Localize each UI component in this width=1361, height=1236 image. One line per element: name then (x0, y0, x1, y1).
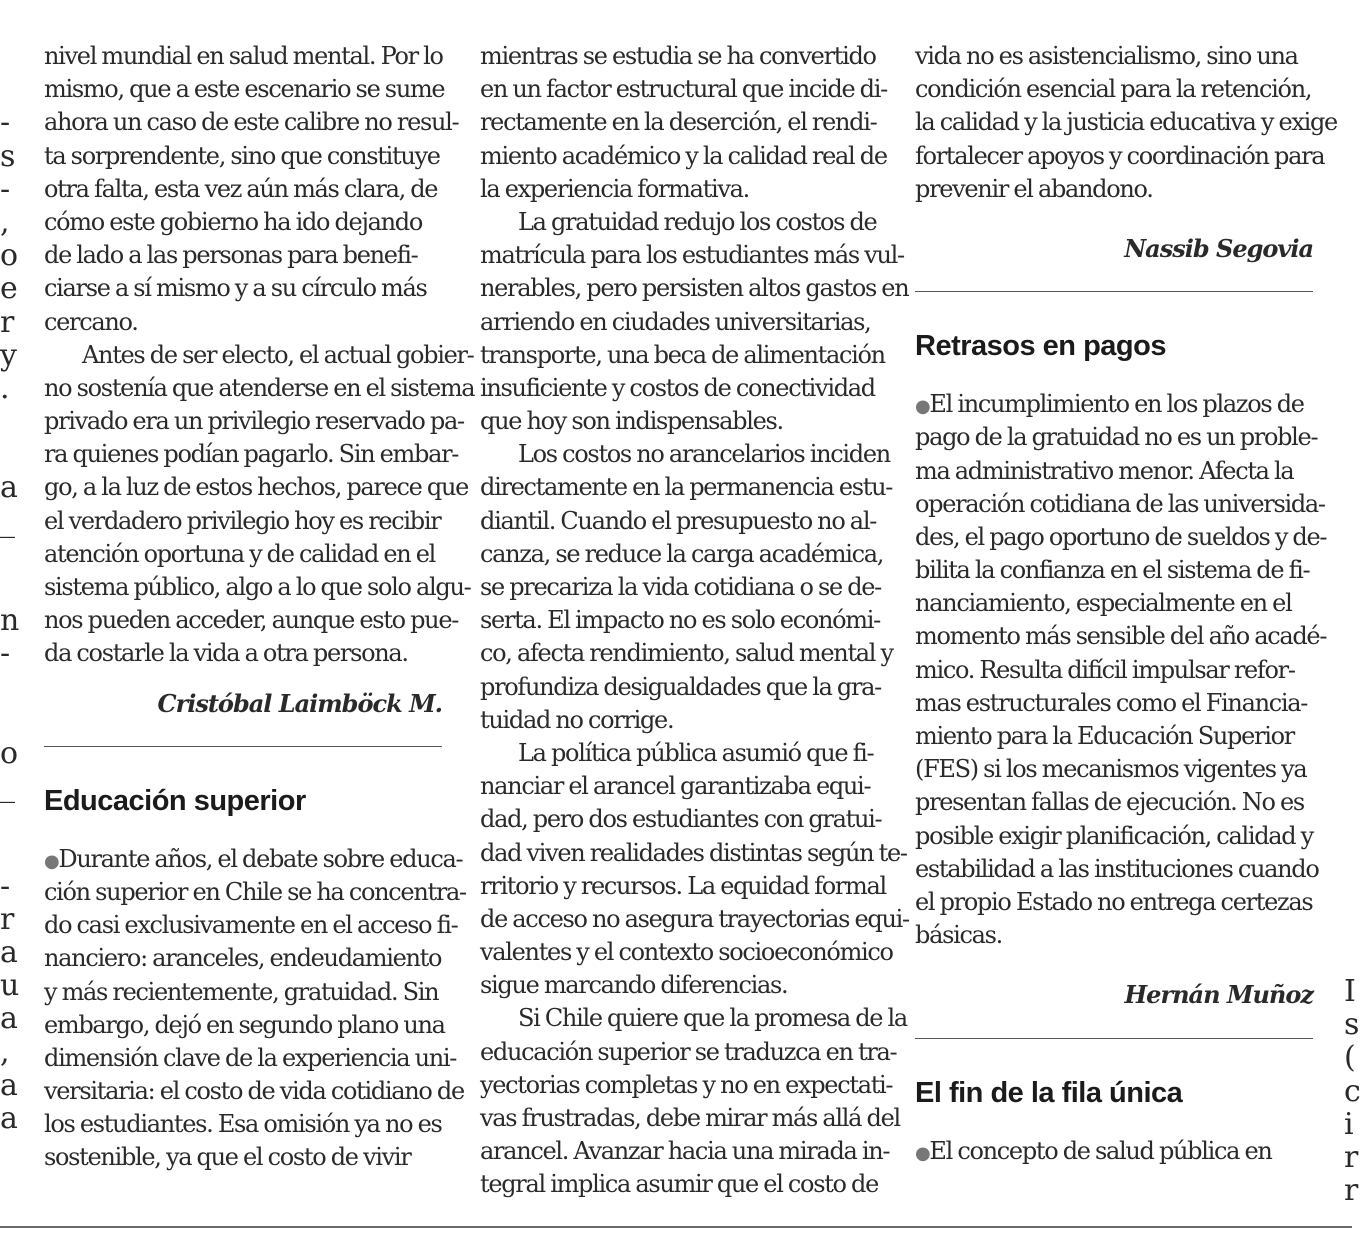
text-line: arancel. Avanzar hacia una mirada in- (480, 1137, 890, 1166)
text-line: condición esencial para la retención, (915, 75, 1312, 104)
text-line: sostenible, ya que el costo de vivir (44, 1143, 411, 1172)
letter-1-paragraph-2 (44, 339, 475, 671)
edge-fragment (0, 438, 14, 471)
headline-retrasos-en-pagos: Retrasos en pagos (915, 330, 1166, 363)
text-line: ra quienes podían pagarlo. Sin embar- (44, 440, 459, 469)
edge-fragment: y (0, 337, 17, 373)
text-line: embargo, dejó en segundo plano una (44, 1010, 445, 1039)
right-column-edge-fragments (1344, 974, 1361, 1209)
text-line: (FES) si los mecanismos vigentes ya (915, 755, 1307, 784)
edge-fragment (0, 405, 14, 438)
text-line: privado era un privilegio reservado pa- (44, 407, 464, 436)
text-line: nanciero: aranceles, endeudamiento (44, 944, 442, 973)
letter-2-paragraph-2 (480, 206, 909, 438)
edge-fragment: o (0, 238, 19, 274)
letter-4-paragraph-1 (915, 1135, 1313, 1168)
text-line: de lado a las personas para benefi- (44, 241, 418, 270)
edge-fragment: a (0, 1067, 18, 1103)
edge-fragment: u (0, 968, 20, 1004)
edge-fragment: c (1344, 1073, 1361, 1109)
text-line: ●El incumplimiento en los plazos de (915, 390, 1304, 419)
text-line: tegral implica asumir que el costo de (480, 1170, 878, 1199)
edge-fragment: a (0, 935, 18, 971)
edge-fragment: ( (1344, 1040, 1356, 1076)
text-line: se precariza la vida cotidiana o se de- (480, 573, 881, 601)
text-line: la calidad y la justicia educativa y exige (915, 108, 1337, 137)
text-line: mico. Resulta difícil impulsar refor- (915, 655, 1295, 684)
edge-fragment: o (0, 735, 19, 771)
text-line: diantil. Cuando el presupuesto no al- (480, 506, 876, 535)
left-column-edge-fragments (0, 40, 20, 1136)
text-line: miento académico y la calidad real de (480, 141, 887, 170)
text-line: la experiencia formativa. (480, 174, 749, 203)
text-line: dad viven realidades distintas según te- (480, 838, 907, 867)
text-line: co, afecta rendimiento, salud mental y (480, 639, 893, 668)
text-line: otra falta, esta vez aún más clara, de (44, 174, 438, 203)
text-line: y más recientemente, gratuidad. Sin (44, 977, 439, 1006)
edge-fragment: _ (0, 769, 15, 805)
text-line: canza, se reduce la carga académica, (480, 539, 884, 568)
edge-fragment: a (0, 470, 18, 506)
headline-educacion-superior: Educación superior (44, 784, 306, 817)
text-line: no sostenía que atenderse en el sistema (44, 373, 475, 402)
text-line: operación cotidiana de las universida- (915, 489, 1325, 518)
text-line: serta. El impacto no es solo económi- (480, 606, 880, 635)
text-line: Si Chile quiere que la promesa de la (518, 1004, 907, 1033)
bullet-icon: ● (915, 1142, 930, 1164)
text-line: valentes y el contexto socioeconómico (480, 938, 893, 967)
text-line: prevenir el abandono. (915, 174, 1153, 203)
text-line: sigue marcando diferencias. (480, 971, 788, 1000)
edge-fragment (0, 73, 14, 106)
text-line: La política pública asumió que fi- (518, 738, 874, 767)
edge-fragment: e (0, 271, 18, 307)
letter-2-paragraph-3 (480, 438, 893, 737)
text-line: ●El concepto de salud pública en (915, 1136, 1272, 1165)
letter-1-continued-paragraph (44, 40, 459, 339)
edge-fragment: - (0, 105, 11, 141)
bullet-icon: ● (44, 850, 59, 872)
edge-fragment (0, 538, 14, 571)
text-line: bilita la confianza en el sistema de fi- (915, 556, 1310, 585)
text-line: el verdadero privilegio hoy es recibir (44, 506, 441, 535)
text-line: atención oportuna y de calidad en el (44, 539, 436, 568)
edge-fragment: - (0, 636, 11, 672)
byline-hernan-munoz: Hernán Muñoz (1124, 980, 1313, 1010)
text-line: ta sorprendente, sino que constituye (44, 141, 440, 170)
text-line: estabilidad a las instituciones cuando (915, 854, 1319, 883)
text-line: nos pueden acceder, aunque esto pue- (44, 606, 459, 635)
text-line: presentan fallas de ejecución. No es (915, 788, 1304, 817)
column-3 (915, 40, 1337, 1168)
text-line: sistema público, algo a lo que solo algu- (44, 573, 471, 601)
text-line: fortalecer apoyos y coordinación para (915, 141, 1325, 170)
edge-fragment: r (0, 901, 15, 937)
byline-nassib-segovia: Nassib Segovia (1124, 233, 1313, 263)
text-line: cómo este gobierno ha ido dejando (44, 207, 422, 236)
text-line: mientras se estudia se ha convertido (480, 42, 876, 70)
text-line: transporte, una beca de alimentación (480, 340, 885, 369)
column-2 (480, 40, 909, 1202)
text-line: dimensión clave de la experiencia uni- (44, 1043, 457, 1072)
edge-fragment: - (0, 868, 11, 904)
text-line: pago de la gratuidad no es un proble- (915, 423, 1318, 452)
text-line: ●Durante años, el debate sobre educa- (44, 844, 463, 873)
edge-fragment: s (0, 138, 16, 174)
edge-fragment: I (1344, 974, 1356, 1009)
text-line: des, el pago oportuno de sueldos y de- (915, 522, 1327, 551)
text-line: directamente en la permanencia estu- (480, 473, 893, 502)
letter-2-paragraph-1 (44, 843, 466, 1175)
edge-fragment: , (0, 204, 10, 240)
text-line: La gratuidad redujo los costos de (518, 207, 877, 236)
text-line: ciarse a sí mismo y a su círculo más (44, 274, 427, 303)
edge-fragment: n (0, 603, 20, 639)
edge-fragment (0, 571, 14, 604)
text-line: tuidad no corrige. (480, 705, 674, 734)
edge-fragment: _ (0, 503, 15, 539)
text-line: dad, pero dos estudiantes con gratui- (480, 805, 882, 834)
text-line: versitaria: el costo de vida cotidiano de (44, 1077, 464, 1106)
text-line: los estudiantes. Esa omisión ya no es (44, 1110, 442, 1139)
text-line: mismo, que a este escenario se sume (44, 75, 445, 104)
text-line: rritorio y recursos. La equidad formal (480, 871, 886, 900)
text-line: miento para la Educación Superior (915, 722, 1294, 750)
text-line: da costarle la vida a otra persona. (44, 639, 408, 668)
edge-fragment (0, 704, 14, 737)
text-line: mas estructurales como el Financia- (915, 688, 1308, 717)
text-line: nerables, pero persisten altos gastos en (480, 274, 909, 303)
edge-fragment: r (0, 304, 15, 340)
text-line: nanciamiento, especialmente en el (915, 589, 1292, 618)
edge-fragment (0, 837, 14, 870)
edge-fragment: a (0, 1001, 18, 1037)
text-line: nivel mundial en salud mental. Por lo (44, 42, 443, 70)
letter-2-paragraph-1-continued (480, 40, 887, 206)
letter-2-paragraph-5 (480, 1002, 907, 1201)
edge-fragment: r (1344, 1139, 1359, 1175)
text-line: en un factor estructural que incide di- (480, 75, 887, 104)
byline-cristobal-laimbock: Cristóbal Laimböck M. (157, 688, 442, 718)
text-line: el propio Estado no entrega certezas (915, 887, 1313, 916)
text-line: ma administrativo menor. Afecta la (915, 456, 1294, 485)
text-line: do casi exclusivamente en el acceso fi- (44, 911, 458, 940)
text-line: insuficiente y costos de conectividad (480, 373, 875, 402)
page-bottom-rule (0, 1226, 1352, 1228)
text-line: cercano. (44, 307, 138, 336)
letter-3-paragraph-1 (915, 388, 1327, 952)
text-line: yectorias completas y no en expectati- (480, 1070, 893, 1099)
text-line: básicas. (915, 921, 1002, 950)
text-line: vas frustradas, debe mirar más allá del (480, 1104, 900, 1132)
text-line: nanciar el arancel garantizaba equi- (480, 772, 871, 801)
text-line: go, a la luz de estos hechos, parece que (44, 473, 469, 502)
edge-fragment (0, 803, 14, 836)
headline-el-fin-de-la-fila-unica: El fin de la fila única (915, 1076, 1183, 1109)
edge-fragment: s (1344, 1007, 1360, 1043)
text-line: ción superior en Chile se ha concentra- (44, 877, 466, 906)
edge-fragment: . (0, 370, 10, 406)
text-line: rectamente en la deserción, el rendi- (480, 108, 877, 137)
edge-fragment: - (0, 171, 11, 207)
text-line: matrícula para los estudiantes más vul- (480, 241, 904, 270)
letter-2-paragraph-5-continued (915, 40, 1337, 206)
column-1 (44, 40, 475, 1175)
text-line: Antes de ser electo, el actual gobier- (82, 340, 474, 369)
text-line: momento más sensible del año acadé- (915, 622, 1327, 651)
text-line: educación superior se traduzca en tra- (480, 1037, 897, 1066)
text-line: ahora un caso de este calibre no resul- (44, 108, 459, 137)
text-line: arriendo en ciudades universitarias, (480, 307, 871, 336)
edge-fragment (0, 671, 14, 704)
text-line: que hoy son indispensables. (480, 407, 783, 436)
letter-2-paragraph-4 (480, 737, 909, 1003)
text-line: vida no es asistencialismo, sino una (915, 42, 1298, 70)
text-line: de acceso no asegura trayectorias equi- (480, 904, 909, 933)
edge-fragment: r (1344, 1173, 1359, 1209)
edge-fragment: a (0, 1101, 18, 1136)
text-line: posible exigir planificación, calidad y (915, 821, 1313, 850)
text-line: Los costos no arancelarios inciden (518, 440, 890, 469)
edge-fragment: , (0, 1034, 10, 1070)
edge-fragment: i (1344, 1106, 1354, 1142)
bullet-icon: ● (915, 396, 930, 418)
edge-fragment (0, 40, 14, 73)
text-line: profundiza desigualdades que la gra- (480, 672, 881, 701)
